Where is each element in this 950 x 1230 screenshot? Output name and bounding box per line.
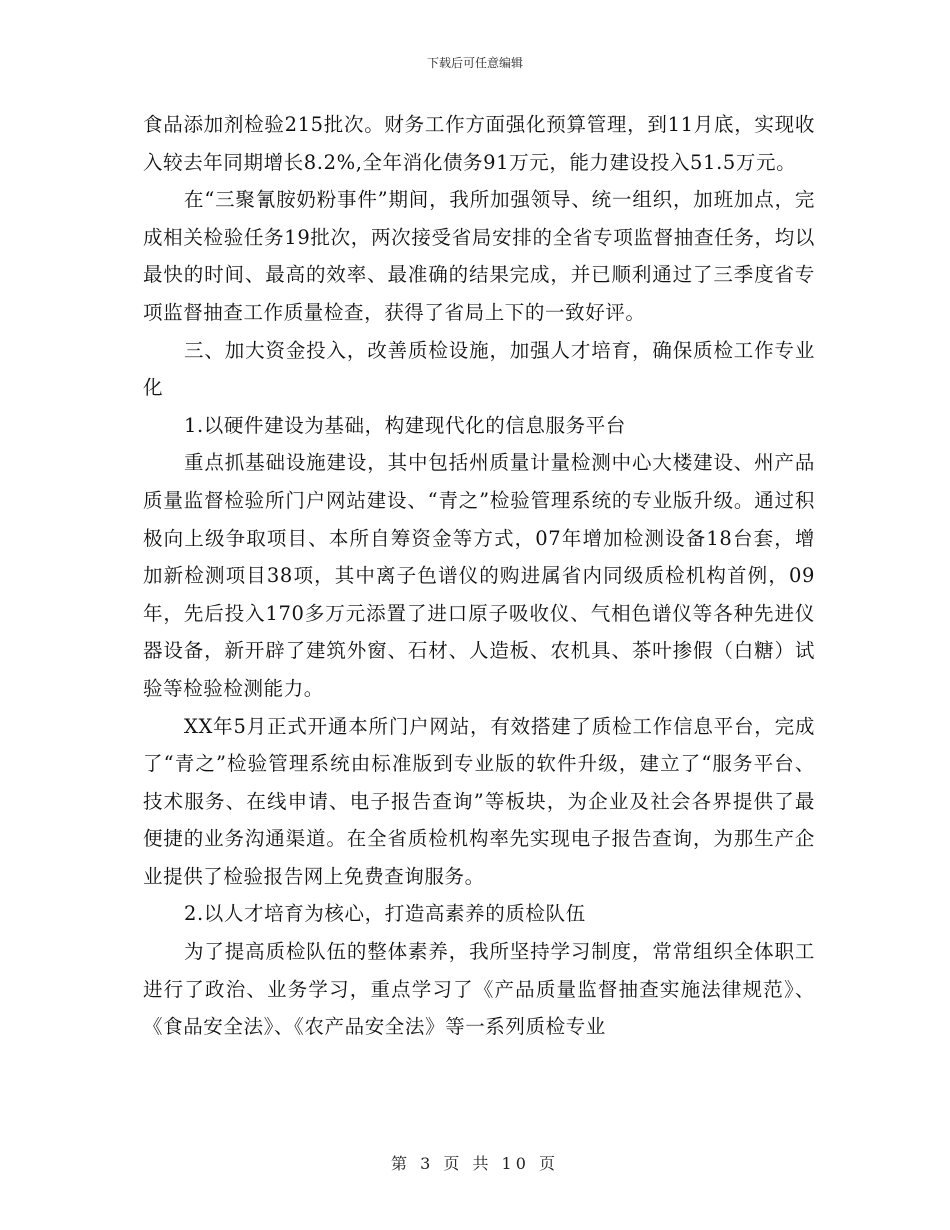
subheading-2: 2.以人才培育为核心，打造高素养的质检队伍 (184, 902, 586, 926)
document-body (143, 106, 815, 1046)
subheading-1: 1.以硬件建设为基础，构建现代化的信息服务平台 (184, 413, 626, 437)
paragraph-1: 食品添加剂检验215批次。财务工作方面强化预算管理，到11月底，实现收入较去年同期增长8.2%,全年消化债务91万元，能力建设投入51.5万元。 (143, 113, 815, 174)
paragraph-2: 在“三聚氰胺奶粉事件”期间，我所加强领导、统一组织，加班加点，完成相关检验任务19批次，两次接受省局安排的全省专项监督抽查任务，均以最快的时间、最高的效率、最准确的结果完成，并已顺利通过了三季度省专项监督抽查工作质量检查，获得了省局上下的一致好评。 (143, 188, 815, 324)
paragraph-8: 为了提高质检队伍的整体素养，我所坚持学习制度，常常组织全体职工进行了政治、业务学习，重点学习了《产品质量监督抽查实施法律规范》、《食品安全法》、《农产品安全法》等一系列质检专业 (143, 940, 815, 1039)
page-footer: 第 3 页 共 10 页 (391, 1154, 559, 1173)
paragraph-6: XX年5月正式开通本所门户网站，有效搭建了质检工作信息平台，完成了“青之”检验管理系统由标准版到专业版的软件升级，建立了“服务平台、技术服务、在线申请、电子报告查询”等板块，为企业及社会各界提供了最便捷的业务沟通渠道。在全省质检机构率先实现电子报告查询，为那生产企业提供了检验报告网上免费查询服务。 (143, 714, 815, 888)
paragraph-5: 重点抓基础设施建设，其中包括州质量计量检测中心大楼建设、州产品质量监督检验所门户网站建设、“青之”检验管理系统的专业版升级。通过积极向上级争取项目、本所自筹资金等方式，07年增加检测设备18台套，增加新检测项目38项，其中离子色谱仪的购进属省内同级质检机构首例，09年，先后投入170多万元添置了进口原子吸收仪、气相色谱仪等各种先进仪器设备，新开辟了建筑外窗、石材、人造板、农机具、茶叶掺假（白糖）试验等检验检测能力。 (143, 451, 815, 700)
section-heading-3: 三、加大资金投入，改善质检设施，加强人才培育，确保质检工作专业化 (143, 338, 815, 400)
page-header: 下载后可任意编辑 (426, 56, 523, 70)
